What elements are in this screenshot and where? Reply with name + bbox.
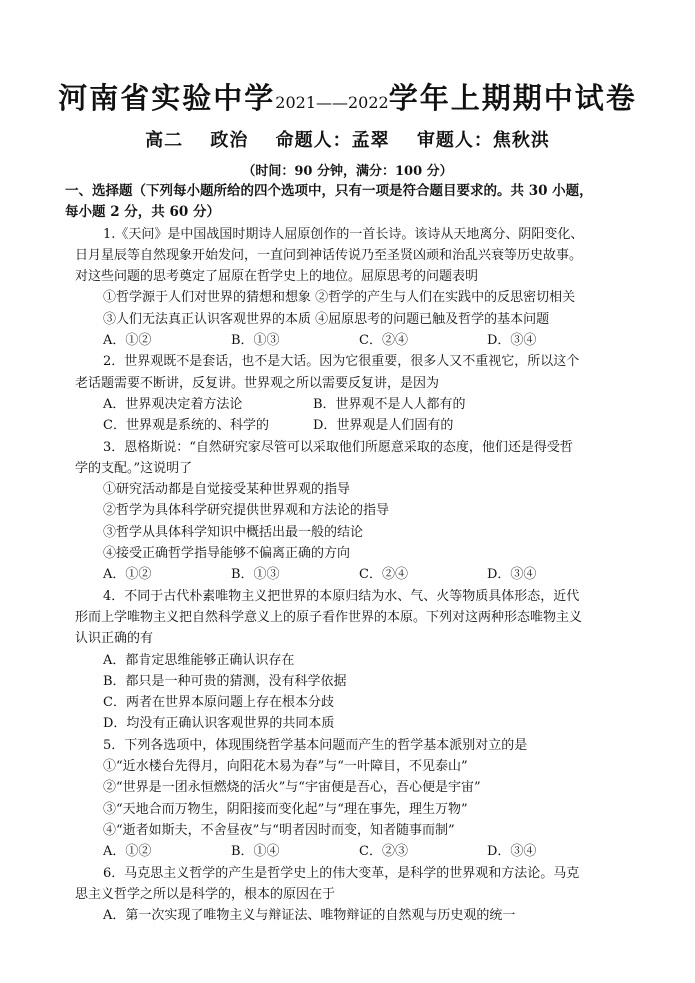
question-2-text: 2．世界观既不是套话，也不是大话。因为它很重要，很多人又不重视它，所以这个 <box>103 354 580 370</box>
section-heading-cont: 每小题 2 分，共 60 分） <box>65 204 220 221</box>
school-name: 河南省实验中学 <box>58 81 276 115</box>
question-5-choices <box>75 841 623 862</box>
choice-a: A．第一次实现了唯物主义与辩证法、唯物辩证的自然观与历史观的统一 <box>103 908 516 924</box>
question-2-text: 老话题需要不断讲，反复讲。世界观之所以需要反复讲，是因为 <box>75 375 440 391</box>
question-5-text: 5．下列各选项中，体现围绕哲学基本问题而产生的哲学基本派别对立的是 <box>103 737 528 753</box>
question-5-statement: ④“逝者如斯夫，不舍昼夜”与“明者因时而变，知者随事而制” <box>103 822 455 838</box>
section-heading: 一、选择题（下列每小题所给的四个选项中，只有一项是符合题目要求的。共 30 小题， <box>65 183 593 199</box>
choice-d: D．③④ <box>487 333 537 349</box>
choice-d: D．均没有正确认识客观世界的共同本质 <box>103 716 335 732</box>
term-title: 学年上期期中试卷 <box>388 81 637 115</box>
choice-b: B．①③ <box>231 567 280 583</box>
question-3-text: 学的支配。”这说明了 <box>75 460 193 476</box>
exam-title <box>0 76 695 117</box>
question-3-text: 3．恩格斯说：“自然研究家尽管可以采取他们所愿意采取的态度，他们还是得受哲 <box>103 439 573 455</box>
question-3-statement: ②哲学为具体科学研究提供世界观和方法论的指导 <box>103 503 390 519</box>
exam-content <box>65 181 623 926</box>
choice-b: B．①③ <box>231 333 280 349</box>
choice-b: B．①④ <box>231 844 280 860</box>
choice-a: A．①② <box>103 567 152 583</box>
choice-b: B．世界观不是人人都有的 <box>313 396 466 412</box>
choice-a: A．都肯定思维能够正确认识存在 <box>103 652 295 668</box>
school-year: 2021——2022 <box>275 93 389 112</box>
choice-c: C．两者在世界本原问题上存在根本分歧 <box>103 695 334 711</box>
choice-a: A．①② <box>103 333 152 349</box>
question-6-text: 6．马克思主义哲学的产生是哲学史上的伟大变革，是科学的世界观和方法论。马克 <box>103 865 580 881</box>
choice-c: C．世界观是系统的、科学的 <box>103 418 269 434</box>
choice-a: A．世界观决定着方法论 <box>103 396 243 412</box>
choice-b: B．都只是一种可贵的猜测，没有科学依据 <box>103 673 347 689</box>
question-1-choices <box>75 330 623 351</box>
question-5-statement: ②“世界是一团永恒燃烧的活火”与“宇宙便是吾心，吾心便是宇宙” <box>103 780 481 796</box>
reviewer-label: 审题人：焦秋洪 <box>416 130 550 151</box>
choice-d: D．③④ <box>487 567 537 583</box>
question-3-choices <box>75 564 623 585</box>
question-1-statement: ③人们无法真正认识客观世界的本质 ④屈原思考的问题已触及哲学的基本问题 <box>103 311 550 327</box>
time-note: （时间：90 分钟，满分：100 分） <box>242 164 453 179</box>
question-3-statement: ③哲学从具体科学知识中概括出最一般的结论 <box>103 524 364 540</box>
choice-c: C．②④ <box>359 567 408 583</box>
choice-c: C．②③ <box>359 844 408 860</box>
question-3-statement: ④接受正确哲学指导能够不偏离正确的方向 <box>103 546 351 562</box>
question-6-text: 思主义哲学之所以是科学的，根本的原因在于 <box>75 886 336 902</box>
question-2-choices <box>75 394 623 415</box>
question-5-statement: ③“天地合而万物生，阴阳接而变化起”与“理在事先，理生万物” <box>103 801 468 817</box>
question-1-statement: ①哲学源于人们对世界的猜想和想象 ②哲学的产生与人们在实践中的反思密切相关 <box>103 290 576 306</box>
question-4-text: 形而上学唯物主义把自然科学意义上的原子看作世界的本原。下列对这两种形态唯物主义 <box>75 609 583 625</box>
question-3-statement: ①研究活动都是自觉接受某种世界观的指导 <box>103 482 351 498</box>
question-4-text: 认识正确的有 <box>75 631 154 647</box>
subject-label: 政治 <box>210 130 249 151</box>
question-1-text: 对这些问题的思考奠定了屈原在哲学史上的地位。屈原思考的问题表明 <box>75 269 479 285</box>
choice-c: C．②④ <box>359 333 408 349</box>
question-1-text: 日月星辰等自然现象开始发问，一直问到神话传说乃至圣贤凶顽和治乱兴衰等历史故事。 <box>75 247 583 263</box>
question-2-choices <box>75 415 623 436</box>
question-4-text: 4．不同于古代朴素唯物主义把世界的本原归结为水、气、火等物质具体形态，近代 <box>103 588 580 604</box>
choice-d: D．世界观是人们固有的 <box>313 418 454 434</box>
choice-d: D．③④ <box>487 844 537 860</box>
choice-a: A．①② <box>103 844 152 860</box>
exam-subtitle <box>0 126 695 152</box>
question-5-statement: ①“近水楼台先得月，向阳花木易为春”与“一叶障目，不见泰山” <box>103 759 468 775</box>
question-1-text: 1.《天问》是中国战国时期诗人屈原创作的一首长诗。该诗从天地离分、阴阳变化、 <box>103 226 584 242</box>
author-label: 命题人：孟翠 <box>275 130 390 151</box>
grade-label: 高二 <box>145 130 184 151</box>
